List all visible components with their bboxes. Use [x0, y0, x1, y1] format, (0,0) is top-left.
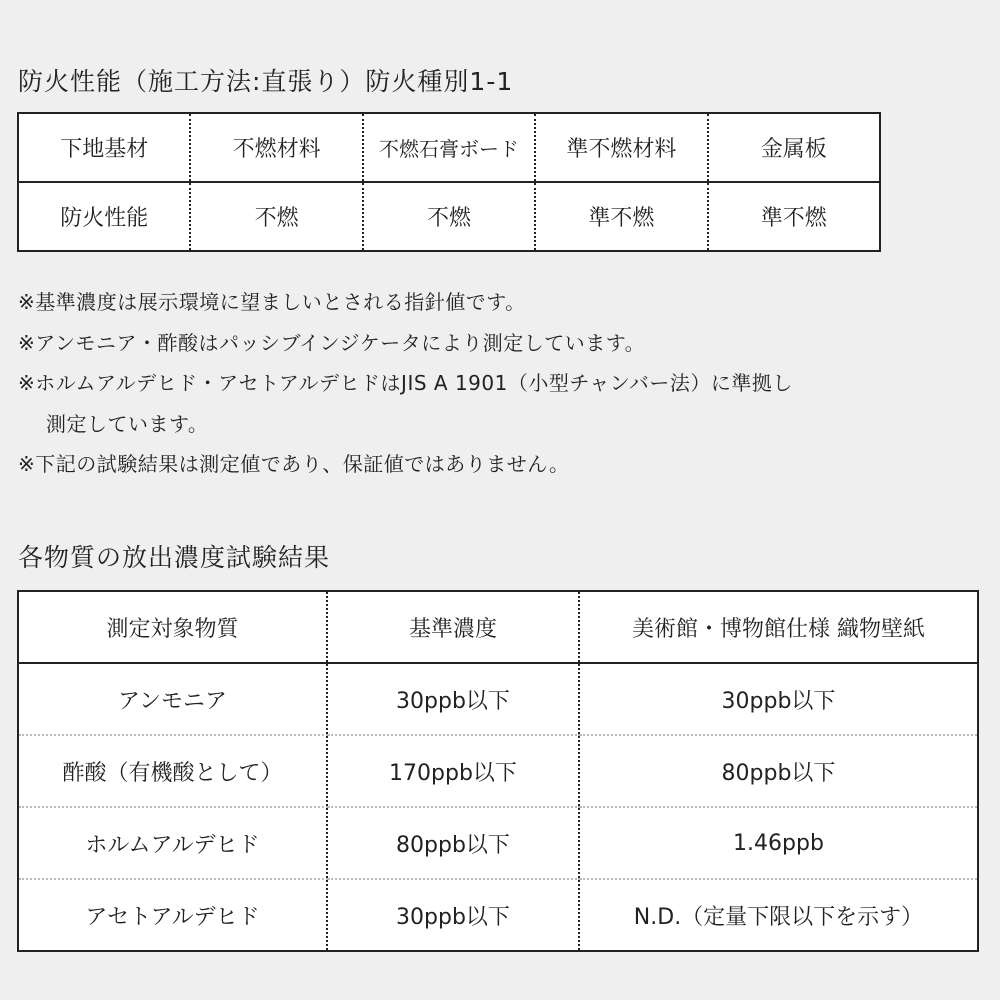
table-cell: 防火性能 — [60, 206, 149, 231]
table-cell: ホルムアルデヒド — [18, 807, 327, 879]
table-cell: 準不燃 — [708, 182, 880, 251]
note: ※アンモニア・酢酸はパッシブインジケータにより測定しています。 — [18, 330, 646, 355]
table-cell: 不燃石膏ボード — [363, 113, 535, 182]
fire-performance-title: 防火性能（施工方法:直張り）防火種別1-1 — [18, 67, 514, 96]
table-cell: 不燃 — [190, 182, 362, 251]
table-cell: 不燃 — [363, 182, 535, 251]
table-cell: 170ppb以下 — [327, 735, 579, 807]
table-cell: 美術館・博物館仕様 織物壁紙 — [579, 591, 978, 663]
table-cell: 80ppb以下 — [327, 807, 579, 879]
table-cell: 30ppb以下 — [579, 663, 978, 735]
table-row — [18, 591, 978, 663]
table-cell: 下地基材 — [18, 113, 190, 182]
emission-table — [17, 590, 979, 952]
note: ※基準濃度は展示環境に望ましいとされる指針値です。 — [18, 290, 526, 314]
table-row — [18, 735, 978, 807]
notes — [18, 282, 793, 485]
table-cell: 金属板 — [708, 113, 880, 182]
table-cell: 酢酸（有機酸として） — [18, 735, 327, 807]
table-cell: 不燃材料 — [190, 113, 362, 182]
note: ※ホルムアルデヒド・アセトアルデヒドはJIS A 1901（小型チャンバー法）に準拠し — [18, 371, 793, 395]
table-cell: 測定対象物質 — [18, 591, 327, 663]
table-cell: アンモニア — [18, 663, 327, 735]
table-cell: 30ppb以下 — [327, 663, 579, 735]
table-row — [18, 113, 880, 182]
table-row — [18, 663, 978, 735]
table-cell: アセトアルデヒド — [85, 904, 260, 930]
table-cell: 準不燃材料 — [535, 113, 707, 182]
fire-performance-table — [17, 112, 881, 252]
table-cell: 準不燃 — [535, 182, 707, 251]
emission-title: 各物質の放出濃度試験結果 — [18, 543, 331, 572]
note: ※下記の試験結果は測定値であり、保証値ではありません。 — [18, 452, 570, 476]
table-cell: 基準濃度 — [327, 591, 579, 663]
table-cell: 80ppb以下 — [579, 735, 978, 807]
table-row — [18, 879, 978, 951]
note: 測定しています。 — [46, 411, 209, 436]
table-cell: 30ppb以下 — [327, 879, 579, 951]
table-cell: 1.46ppb — [579, 807, 978, 879]
table-row — [18, 807, 978, 879]
table-row — [18, 182, 880, 251]
table-cell: N.D.（定量下限以下を示す） — [579, 879, 978, 951]
